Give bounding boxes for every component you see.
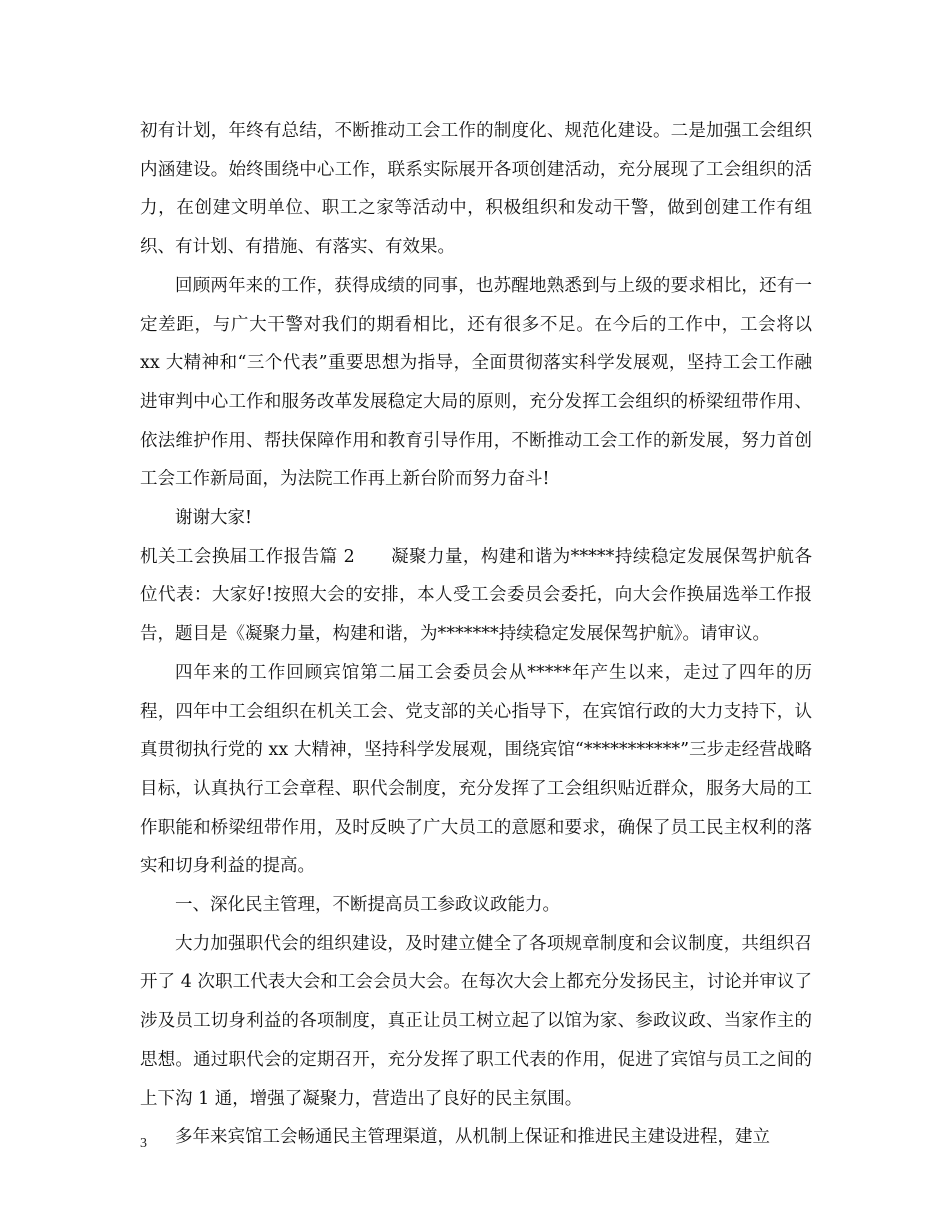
paragraph-congress-building: 大力加强职代会的组织建设，及时建立健全了各项规章制度和会议制度，共组织召开了 4 次职工代表大会和工会会员大会。在每次大会上都充分发扬民主，讨论并审议了涉及员工切身利益的各项制度，真正让员工树立起了以馆为家、参政议政、当家作主的思想。通过职代会的定期召开，充分发挥了职工代表的作用，促进了宾馆与员工之间的上下沟 1 通，增强了凝聚力，营造出了良好的民主氛围。 xyxy=(140,933,812,1109)
paragraph-democratic-channels: 多年来宾馆工会畅通民主管理渠道，从机制上保证和推进民主建设进程，建立 xyxy=(175,1127,770,1148)
paragraph-continuation: 初有计划，年终有总结，不断推动工会工作的制度化、规范化建设。二是加强工会组织内涵建设。始终围绕中心工作，联系实际展开各项创建活动，充分展现了工会组织的活力，在创建文明单位、职工之家等活动中，积极组织和发动干警，做到创建工作有组织、有计划、有措施、有落实、有效果。 xyxy=(140,121,812,258)
paragraph-report-title: 机关工会换届工作报告篇 2 凝聚力量，构建和谐为*****持续稳定发展保驾护航各位代表：大家好!按照大会的安排，本人受工会委员会委托，向大会作换届选举工作报告，题目是《凝聚力量，构建和谐，为*******持续稳定发展保驾护航》。请审议。 xyxy=(140,546,812,645)
paragraph-thanks: 谢谢大家! xyxy=(175,508,253,529)
document-body xyxy=(140,112,812,1157)
page-number: 3 xyxy=(140,1136,147,1151)
section-heading-democratic-management: 一、深化民主管理，不断提高员工参政议政能力。 xyxy=(175,895,560,916)
paragraph-four-year-review: 四年来的工作回顾宾馆第二届工会委员会从*****年产生以来，走过了四年的历程，四年中工会组织在机关工会、党支部的关心指导下，在宾馆行政的大力支持下，认真贯彻执行党的 xx 大精神，坚持科学发展观，围绕宾馆“***********”三步走经营战略目标，认真执行工会章程、职代会制度，充分发挥了工会组织贴近群众，服务大局的工作职能和桥梁纽带作用，及时反映了广大员工的意愿和要求，确保了员工民主权利的落实和切身利益的提高。 xyxy=(140,662,812,877)
paragraph-review: 回顾两年来的工作，获得成绩的同事，也苏醒地熟悉到与上级的要求相比，还有一定差距，与广大干警对我们的期看相比，还有很多不足。在今后的工作中，工会将以 xx 大精神和“三个代表”重要思想为指导，全面贯彻落实科学发展观，坚持工会工作融进审判中心工作和服务改革发展稳定大局的原则，充分发挥工会组织的桥梁纽带作用、依法维护作用、帮扶保障作用和教育引导作用，不断推动工会工作的新发展，努力首创工会工作新局面，为法院工作再上新台阶而努力奋斗! xyxy=(140,275,812,490)
